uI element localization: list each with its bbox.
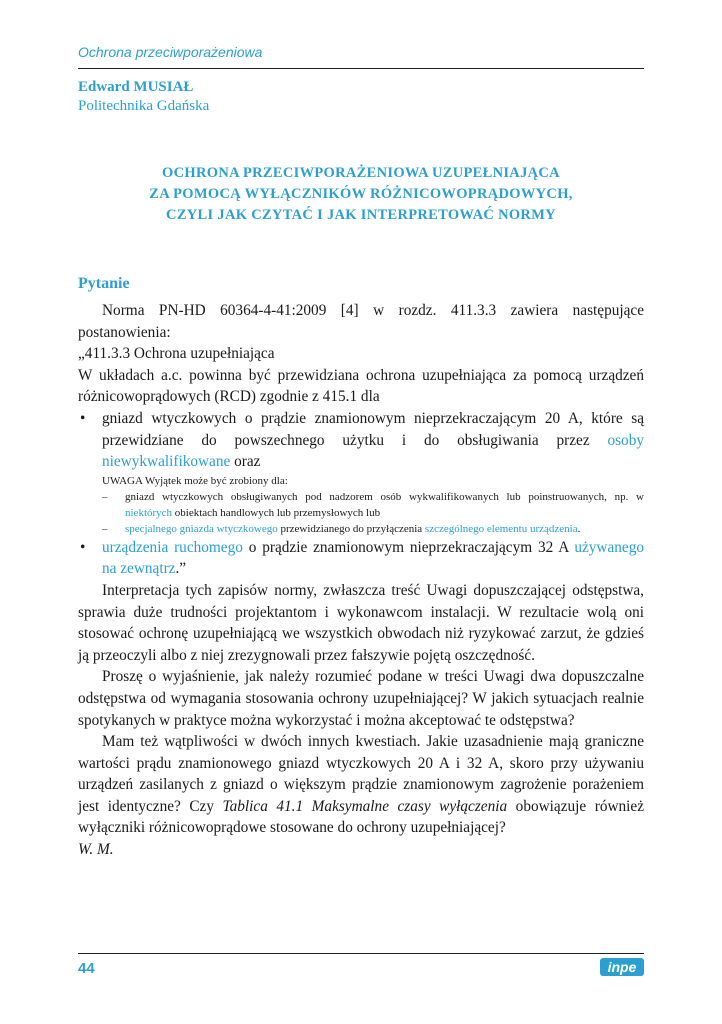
header-rule xyxy=(78,68,644,69)
inpe-logo: inpe xyxy=(600,958,644,976)
note-heading: UWAGA Wyjątek może być zrobiony dla: xyxy=(102,474,288,487)
highlight-text: osoby niewykwalifikowane xyxy=(102,431,644,471)
bullet-item xyxy=(78,408,644,473)
signature: W. M. xyxy=(78,841,114,859)
quote-paragraph: W układach a.c. powinna być przewidziana ochrona uzupełniająca za pomocą urządzeń różnicowoprądowych (RCD) zgodnie z 415.1 dla xyxy=(78,366,644,406)
author-block xyxy=(78,78,209,116)
bullet-dot: • xyxy=(80,538,86,556)
bullet-text: gniazd wtyczkowych o prądzie znamionowym nieprzekraczającym 20 A, które są przewidziane do powszechnego użytku i do obsługiwania przez xyxy=(102,409,644,449)
title-line: ZA POMOCĄ WYŁĄCZNIKÓW RÓŻNICOWOPRĄDOWYCH, xyxy=(149,186,573,202)
dash-text: gniazd wtyczkowych obsługiwanych pod nadzorem osób wykwalifikowanych lub poinstruowanych, np. w xyxy=(125,490,644,503)
bullet-text: .” xyxy=(175,560,187,578)
bullet-item xyxy=(78,537,644,580)
footer-rule xyxy=(78,953,644,954)
dash-mark: – xyxy=(102,490,108,503)
paragraph: Interpretacja tych zapisów normy, zwłaszcza treść Uwagi dopuszczającej odstępstwa, sprawia duże trudności projektantom i wykonawcom instalacji. W rezultacie wolą oni stosować ochronę uzupełniającą we wszystkich obwodach niż ryzykować zarzut, że gdzieś ją przeoczyli albo z niej zrezygnowali przez fałszywie pojętą oszczędność. xyxy=(78,581,644,664)
highlight-text: urządzenia ruchomego xyxy=(102,538,243,556)
paragraph: Proszę o wyjaśnienie, jak należy rozumieć podane w treści Uwagi dwa dopuszczalne odstępstwa od wymagania stosowania ochrony uzupełniającej? W jakich sytuacjach realnie spotykanych w praktyce można wykorzystać i można akceptować te odstępstwa? xyxy=(78,668,644,729)
dash-text: . xyxy=(577,522,581,535)
dash-text: obiektach handlowych lub przemysłowych lub xyxy=(172,506,381,519)
dash-item xyxy=(78,521,644,537)
dash-mark: – xyxy=(102,522,108,535)
title-line: OCHRONA PRZECIWPORAŻENIOWA UZUPEŁNIAJĄCA xyxy=(162,165,560,181)
paragraph-text: obowiązuje również wyłączniki różnicowoprądowe stosowane do ochrony uzupełniającej? xyxy=(78,797,644,837)
running-header: Ochrona przeciwporażeniowa xyxy=(78,44,263,60)
author-name: Edward MUSIAŁ xyxy=(78,79,194,95)
page-number: 44 xyxy=(78,960,95,977)
section-heading: Pytanie xyxy=(78,275,130,292)
bullet-text: o prądzie znamionowym nieprzekraczającym 32 A xyxy=(242,538,575,556)
title-line: CZYLI JAK CZYTAĆ I JAK INTERPRETOWAĆ NORMY xyxy=(166,207,556,223)
dash-item xyxy=(78,489,644,521)
highlight-text: używanego na zewnątrz xyxy=(102,538,644,578)
article-body xyxy=(78,300,644,861)
page xyxy=(78,0,644,1024)
highlight-text: niektórych xyxy=(125,506,173,519)
dash-text: przewidzianego do przyłączenia xyxy=(277,522,425,535)
highlight-text: specjalnego gniazda wtyczkowego xyxy=(125,522,278,535)
table-reference: Tablica 41.1 Maksymalne czasy wyłączenia xyxy=(222,797,508,815)
author-affiliation: Politechnika Gdańska xyxy=(78,98,210,114)
quote-heading: „411.3.3 Ochrona uzupełniająca xyxy=(78,345,275,363)
article-title xyxy=(78,163,644,226)
paragraph: Norma PN-HD 60364-4-41:2009 [4] w rozdz. 411.3.3 zawiera następujące postanowienia: xyxy=(78,302,644,341)
paragraph xyxy=(78,731,644,839)
bullet-text: oraz xyxy=(230,453,261,471)
highlight-text: szczególnego elementu urządzenia xyxy=(424,522,578,535)
bullet-dot: • xyxy=(80,409,86,427)
paragraph-text: Mam też wątpliwości w dwóch innych kwestiach. Jakie uzasadnienie mają graniczne wartości prądu znamionowego gniazd wtyczkowych 20 A i 32 A, skoro przy używaniu urządzeń zasilanych z gniazd o większym prądzie znamionowym zagrożenie porażeniem jest identyczne? Czy xyxy=(78,733,644,815)
note-block xyxy=(78,473,644,537)
